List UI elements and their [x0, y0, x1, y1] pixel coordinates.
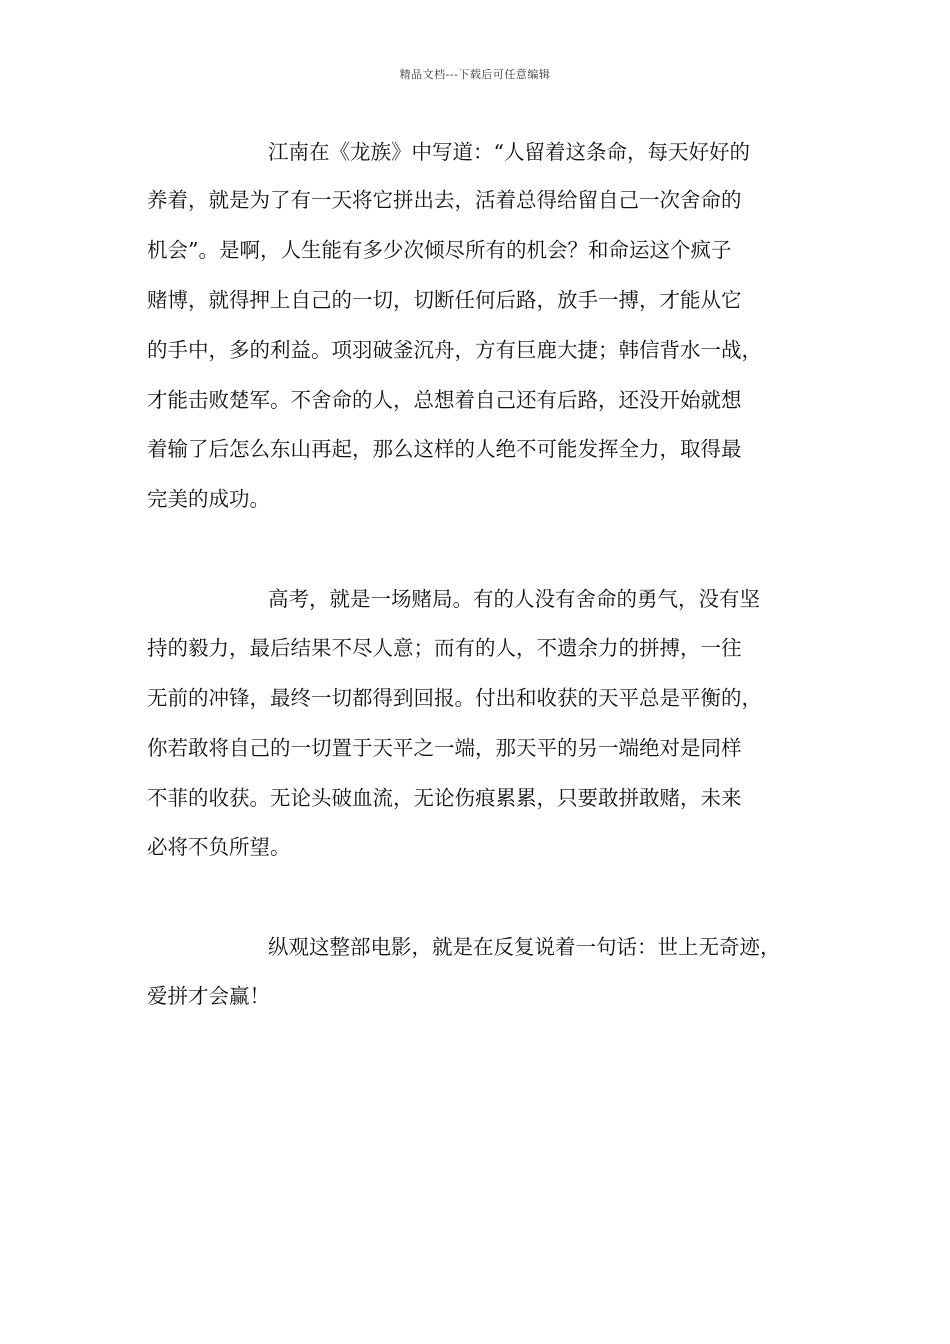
- paragraph-1-line-4: 赌博，就得押上自己的一切，切断任何后路，放手一搏，才能从它: [147, 288, 742, 312]
- paragraph-1-line-8: 完美的成功。: [147, 487, 270, 511]
- paragraph-3-line-1: 纵观这整部电影，就是在反复说着一句话：世上无奇迹，: [268, 935, 781, 959]
- page-header: 精品文档---下载后可任意编辑: [399, 68, 551, 81]
- paragraph-2-line-4: 你若敢将自己的一切置于天平之一端，那天平的另一端绝对是同样: [147, 736, 742, 760]
- paragraph-1-line-6: 才能击败楚军。不舍命的人，总想着自己还有后路，还没开始就想: [147, 388, 742, 412]
- paragraph-1-line-2: 养着，就是为了有一天将它拼出去，活着总得给留自己一次舍命的: [147, 188, 742, 212]
- paragraph-3-line-2: 爱拼才会赢！: [147, 984, 270, 1008]
- paragraph-1-line-5: 的手中，多的利益。项羽破釜沉舟，方有巨鹿大捷；韩信背水一战，: [147, 338, 762, 362]
- paragraph-2-line-6: 必将不负所望。: [147, 835, 291, 859]
- paragraph-2-line-5: 不菲的收获。无论头破血流，无论伤痕累累，只要敢拼敢赌，未来: [147, 786, 742, 810]
- paragraph-2-line-1: 高考，就是一场赌局。有的人没有舍命的勇气，没有坚: [268, 587, 760, 611]
- paragraph-1-line-3: 机会”。是啊，人生能有多少次倾尽所有的机会？和命运这个疯子: [147, 238, 732, 262]
- paragraph-1-line-1: 江南在《龙族》中写道：“人留着这条命，每天好好的: [268, 140, 750, 164]
- paragraph-2-line-2: 持的毅力，最后结果不尽人意；而有的人，不遗余力的拼搏，一往: [147, 636, 742, 660]
- paragraph-1-line-7: 着输了后怎么东山再起，那么这样的人绝不可能发挥全力，取得最: [147, 437, 742, 461]
- paragraph-2-line-3: 无前的冲锋，最终一切都得到回报。付出和收获的天平总是平衡的，: [147, 686, 762, 710]
